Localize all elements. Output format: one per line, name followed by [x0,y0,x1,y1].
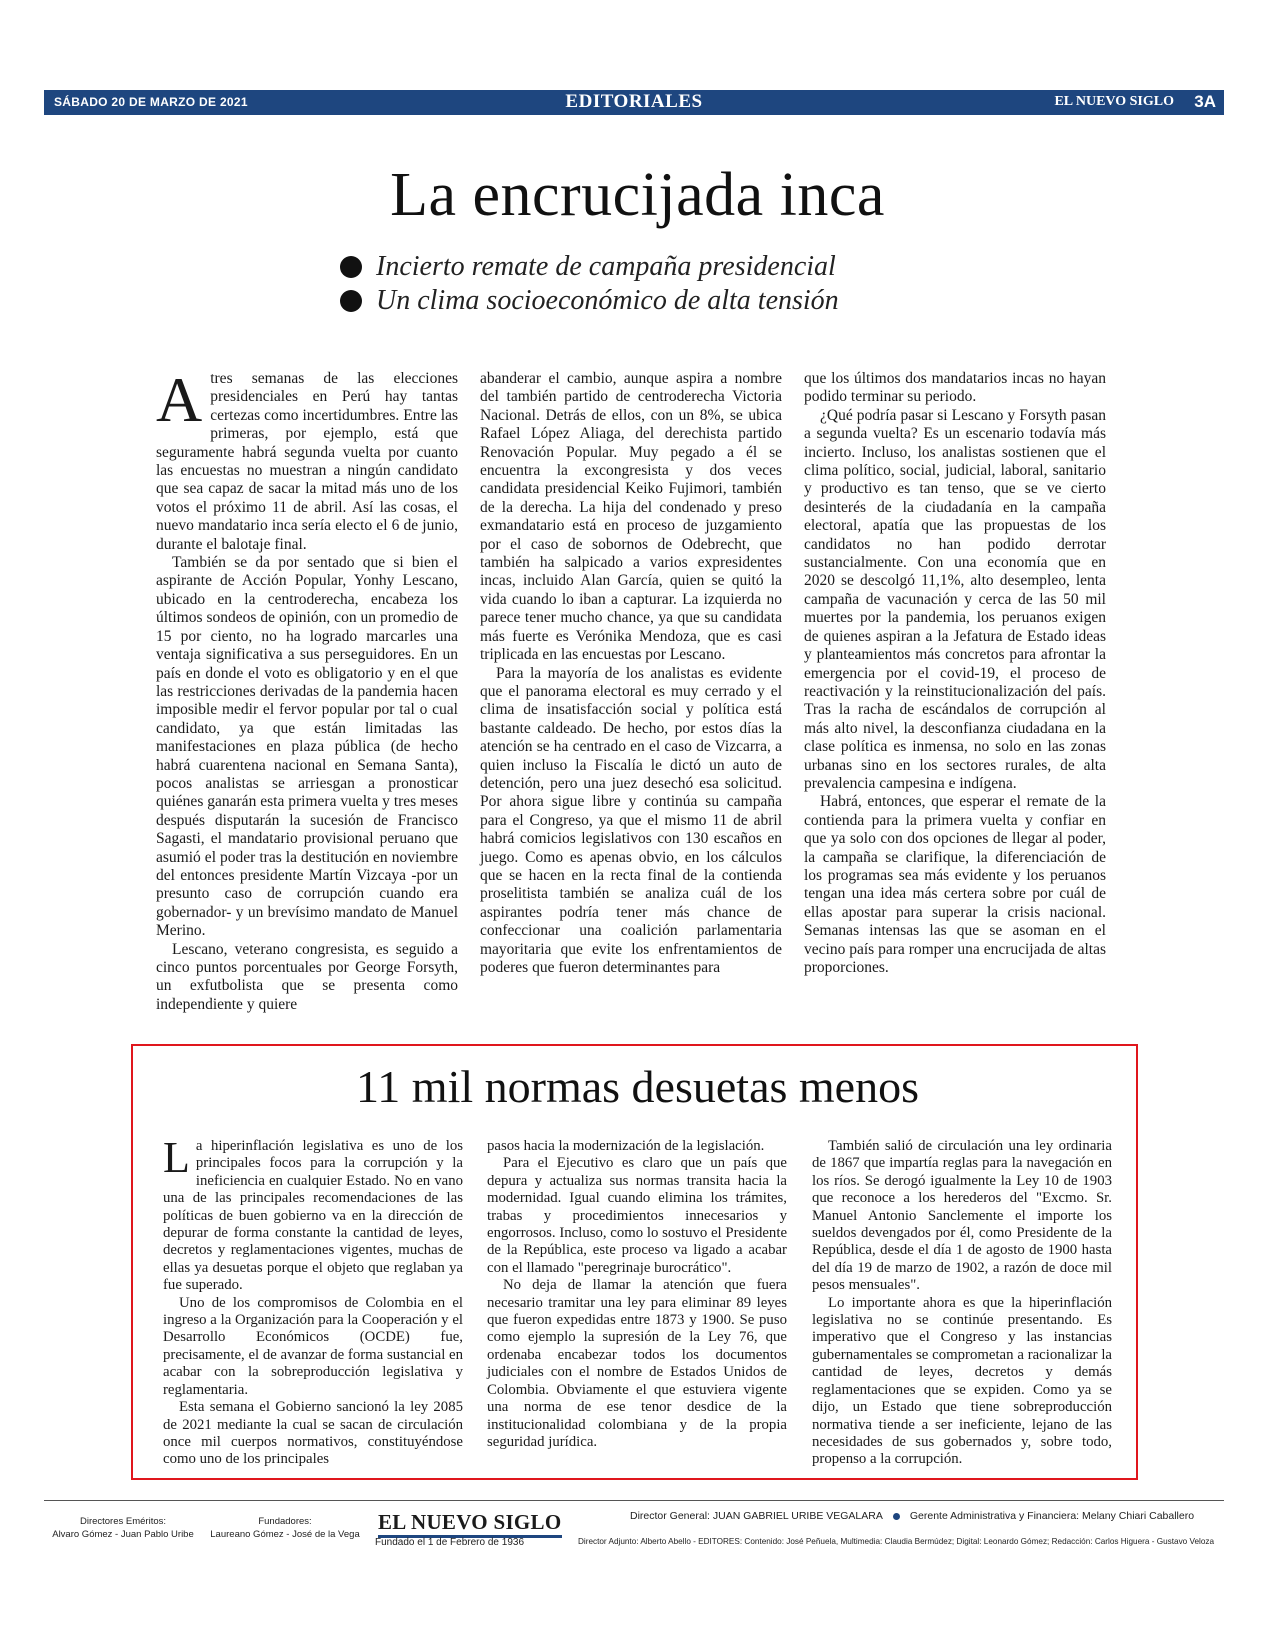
bullet-icon [340,256,362,278]
footer-logo: EL NUEVO SIGLO [378,1510,562,1538]
paragraph-text: a hiperinflación legislativa es uno de los principales focos para la corrupción y la ineficiencia en cualquier Estado. No en vano una de las principales recomendaciones de las políticas de buen gobierno va en la dirección de depurar de forma constante la cantidad de leyes, decretos y reglamentaciones vigentes, muchas de ellas ya desuetas porque el objeto que reglaban ya fue superado. [163,1138,463,1294]
article2-column-3 [812,1138,1112,1469]
footer-divider [44,1500,1224,1501]
article-title: La encrucijada inca [390,161,885,229]
founders [205,1515,365,1541]
paragraph: Lescano, veterano congresista, es seguido a cinco puntos porcentuales por George Forsyth, un exfutbolista que se presenta como independiente y quiere [156,940,458,1013]
paragraph [163,1133,463,1295]
paragraph: Lo importante ahora es que la hiperinflación legislativa no se continúe presentando. Es imperativo que el Congreso y las instancias gubernamentales se comprometan a racionalizar la cantidad de leyes, decretos y demás reglamentaciones que se expiden. Como ya se dijo, un Estado que tiene sobreproducción normativa tiende a ser ineficiente, lejano de las necesidades de sus gobernados y, sobre todo, propenso a la corrupción. [812,1294,1112,1468]
subheads [340,250,839,318]
emeritus-names: Alvaro Gómez - Juan Pablo Uribe [52,1529,194,1540]
founders-names: Laureano Gómez - José de la Vega [210,1529,360,1540]
article2-column-2 [487,1138,787,1451]
header-page-number: 3A [1194,92,1216,111]
paragraph: También salió de circulación una ley ordinaria de 1867 que impartía reglas para la navegación en los ríos. Se derogó igualmente la Ley 10 de 1903 que reconoce a los herederos del "Excmo. Sr. Manuel Antonio Sanclemente el importe los sueldos devengados por él, como Presidente de la República, desde el día 1 de agosto de 1900 hasta del día 19 de marzo de 1902, a razón de doce mil pesos mensuales". [812,1138,1112,1294]
emeritus-label: Directores Eméritos: [79,1516,167,1527]
paragraph: ¿Qué podría pasar si Lescano y Forsyth pasan a segunda vuelta? Es un escenario todavía más incierto. Incluso, los analistas sostienen que el clima político, social, judicial, laboral, sanitario y productivo es tan tenso, que se ve cierto desinterés de la ciudadanía en la campaña electoral, apatía que las propuestas de los candidatos no han podido derrotar sustancialmente. Con una economía que en 2020 se descolgó 11,1%, alto desempleo, lenta campaña de vacunación y cerca de las 50 mil muertes por la pandemia, los peruanos exigen de quienes aspiran a la Jefatura de Estado ideas y planteamientos más concretos para afrontar la emergencia por el covid-19, el proceso de reactivación y la reinstitucionalización del país. Tras la racha de escándalos de corrupción al más alto nivel, la desconfianza ciudadana en la clase política es inmensa, no solo en las zonas urbanas sino en los sectores rurales, de alta prevalencia campesina e indígena. [804,406,1106,792]
drop-cap: A [156,364,203,435]
subhead [340,284,839,318]
paragraph: No deja de llamar la atención que fuera necesario tramitar una ley para eliminar 89 leyes que fueron expedidas entre 1873 y 1900. Se puso como ejemplo la supresión de la Ley 76, que ordenaba encabezar todos los documentos judiciales con el nombre de Estados Unidos de Colombia. Obviamente el que estuviera vigente una norma de ese tenor desdice de la institucionalidad colombiana y de la propia seguridad jurídica. [487,1277,787,1450]
subhead [340,250,839,284]
article-column-2 [480,370,782,977]
paragraph: También se da por sentado que si bien el aspirante de Acción Popular, Yonhy Lescano, ubicado en la centroderecha, encabeza los últimos sondeos de opinión, con un promedio de 15 por ciento, no ha logrado marcarles una ventaja significativa a sus perseguidores. En un país en donde el voto es obligatorio y en el que las restricciones derivadas de la pandemia hacen imposible medir el fervor popular por tal o cual candidato, ya que están limitadas las manifestaciones en plaza pública (de hecho habrá cuarentena nacional en Semana Santa), pocos analistas se arriesgan a pronosticar quiénes ganarán esta primera vuelta y tres meses después disputarán la sucesión de Francisco Sagasti, el mandatario provisional peruano que asumió el poder tras la destitución en noviembre del entonces presidente Martín Vizcaya -por un presunto caso de corrupción cuando era gobernador- y un brevísimo mandato de Manuel Merino. [156,554,458,940]
founders-label: Fundadores: [258,1516,312,1527]
editors-line: Director Adjunto: Alberto Abello - EDITORES: Contenido: José Peñuela, Multimedia: Claudia Bermúdez; Digital: Leonardo Gómez; Redacción: Carlos Higuera - Gustavo Veloza [578,1537,1215,1546]
paragraph: Uno de los compromisos de Colombia en el ingreso a la Organización para la Cooperación y el Desarrollo Económicos (OCDE) fue, precisamente, el de avanzar de forma sustancial en acabar con la sobreproducción legislativa y reglamentaria. [163,1294,463,1398]
subhead-text: Un clima socioeconómico de alta tensión [376,285,839,316]
header-brand: EL NUEVO SIGLO [1054,94,1174,109]
header-bar [44,90,1224,115]
paragraph: Para el Ejecutivo es claro que un país que depura y actualiza sus normas transita hacia la modernidad. Igual cuando elimina los trámites, trabas y procedimientos innecesarios y engorrosos. Incluso, como lo sostuvo el Presidente de la República, este proceso va ligado a acabar con el llamado "peregrinaje burocrático". [487,1155,788,1276]
paragraph: abanderar el cambio, aunque aspira a nombre del también partido de centroderecha Victoria Nacional. Detrás de ellos, con un 8%, se ubica Rafael López Aliaga, del derechista partido Renovación Popular. Muy pegado a él se encuentra la excongresista y dos veces candidata presidencial Keiko Fujimori, también de la derecha. La hija del condenado y preso exmandatario está en proceso de juzgamiento por el caso de sobornos de Odebrecht, que también ha salpicado a varios expresidentes incas, incluido Alan García, quien se quitó la vida cuando lo iban a capturar. La izquierda no parece tener mucho chance, ya que su candidata más fuerte es Verónika Mendoza, que es casi triplicada en las encuestas por Lescano. [480,370,782,664]
separator-dot-icon [893,1513,900,1520]
article2-column-1 [163,1133,463,1469]
emeritus-directors [48,1515,198,1541]
founded-date: Fundado el 1 de Febrero de 1936 [375,1537,524,1548]
paragraph: pasos hacia la modernización de la legislación. [487,1138,765,1154]
manager: Gerente Administrativa y Financiera: Melany Chiari Caballero [909,1510,1195,1522]
paragraph: Para la mayoría de los analistas es evidente que el panorama electoral es muy cerrado y el clima de insatisfacción social y política está bastante caldeado. De hecho, por estos días la atención se ha centrado en el caso de Vizcarra, a quien incluso la Fiscalía le dictó un auto de detención, pero una juez desechó esa solicitud. Por ahora sigue libre y continúa su campaña para el Congreso, ya que el mismo 11 de abril habrá comicios legislativos con 130 escaños en juego. Como es apenas obvio, en los cálculos que se hacen en la recta final de la contienda proselitista también se analiza cuál de los aspirantes podría tener más chance de confeccionar una coalición parlamentaria mayoritaria que evite los enfrentamientos de poderes que fueron determinantes para [480,664,782,976]
paragraph: que los últimos dos mandatarios incas no hayan podido terminar su periodo. [804,370,1106,406]
article-title-2: 11 mil normas desuetas menos [356,1061,919,1112]
bullet-icon [340,290,362,312]
drop-cap: L [163,1133,190,1182]
paragraph-text: tres semanas de las elecciones presidenciales en Perú hay tantas certezas como incertidumbres. Entre las primeras, por ejemplo, está que seguramente habrá segunda vuelta por cuanto las encuestas no muestran a ningún candidato que sea capaz de sacar la mitad más uno de los votos el próximo 11 de abril. Así las cosas, el nuevo mandatario inca sería electo el 6 de junio, durante el balotaje final. [156,370,458,553]
header-section: EDITORIALES [565,91,703,112]
article-column-1 [156,364,458,1014]
director-line [630,1510,1194,1522]
article-column-3 [804,370,1106,977]
director-general: Director General: JUAN GABRIEL URIBE VEGALARA [630,1510,883,1522]
subhead-text: Incierto remate de campaña presidencial [376,251,836,282]
paragraph [156,364,458,554]
paragraph: Esta semana el Gobierno sancionó la ley 2085 de 2021 mediante la cual se sacan de circulación once mil cuerpos normativos, constituyéndose como uno de los principales [163,1399,463,1468]
header-date: SÁBADO 20 DE MARZO DE 2021 [54,95,248,109]
paragraph: Habrá, entonces, que esperar el remate de la contienda para la primera vuelta y confiar en que ya solo con dos opciones de llegar al poder, la campaña se clarifique, la diferenciación de los programas sea más evidente y los peruanos tengan una idea más certera sobre por cuál de ellas apostar para superar la crisis nacional. Semanas intensas las que se asoman en el vecino país para romper una encrucijada de altas proporciones. [804,793,1106,976]
